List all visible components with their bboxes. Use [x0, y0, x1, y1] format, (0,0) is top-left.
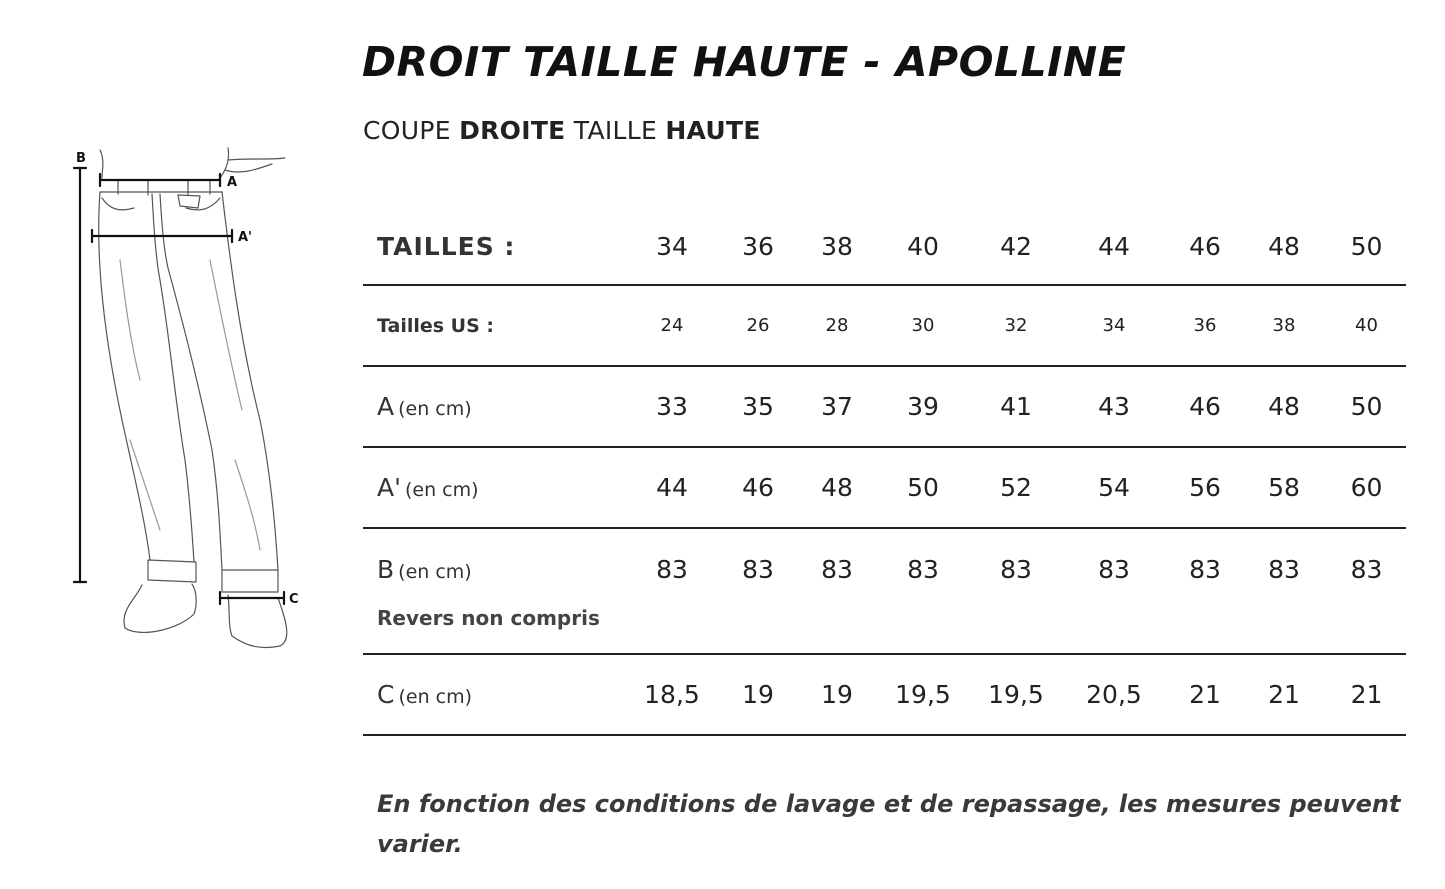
table-cell: 44	[1059, 208, 1169, 285]
table-cell: 20,5	[1059, 654, 1169, 735]
table-cell: 32	[973, 285, 1059, 366]
jeans-measurement-diagram	[60, 140, 320, 680]
table-cell: 39	[873, 366, 973, 447]
row-label-unit: (en cm)	[398, 398, 472, 420]
table-cell: 21	[1169, 654, 1241, 735]
row-label-note: Revers non compris	[377, 606, 600, 630]
table-cell: 48	[801, 447, 873, 528]
table-cell: 21	[1327, 654, 1406, 735]
row-label-unit: (en cm)	[404, 479, 479, 501]
table-cell: 38	[801, 208, 873, 285]
size-table	[363, 208, 1406, 736]
table-row-b	[363, 528, 1406, 654]
table-cell: 35	[715, 366, 801, 447]
table-cell: 21	[1241, 654, 1327, 735]
table-cell: 19	[715, 654, 801, 735]
row-label: TAILLES :	[363, 208, 629, 285]
page-title: DROIT TAILLE HAUTE - APOLLINE	[362, 38, 1127, 86]
table-cell: 48	[1241, 208, 1327, 285]
table-cell: 41	[973, 366, 1059, 447]
table-cell: 83	[1241, 528, 1327, 654]
subtitle-part: DROITE	[459, 116, 566, 145]
table-cell: 26	[715, 285, 801, 366]
table-cell: 33	[629, 366, 715, 447]
table-cell: 83	[715, 528, 801, 654]
table-cell: 83	[873, 528, 973, 654]
table-cell: 19	[801, 654, 873, 735]
table-cell: 50	[1327, 208, 1406, 285]
marker-c: C	[289, 592, 299, 607]
subtitle-part: TAILLE	[565, 116, 666, 145]
table-cell: 40	[873, 208, 973, 285]
subtitle-part: COUPE	[363, 116, 460, 145]
table-cell: 52	[973, 447, 1059, 528]
table-cell: 83	[801, 528, 873, 654]
table-cell: 34	[1059, 285, 1169, 366]
row-label: Tailles US :	[363, 285, 629, 366]
row-label	[363, 447, 629, 528]
row-label-unit: (en cm)	[398, 686, 473, 708]
table-row-c	[363, 654, 1406, 735]
row-label-unit: (en cm)	[398, 561, 472, 583]
row-label	[363, 528, 629, 654]
table-cell: 42	[973, 208, 1059, 285]
table-cell: 24	[629, 285, 715, 366]
table-cell: 38	[1241, 285, 1327, 366]
marker-b: B	[76, 151, 86, 166]
table-row-a	[363, 366, 1406, 447]
table-cell: 28	[801, 285, 873, 366]
table-cell: 83	[973, 528, 1059, 654]
table-cell: 83	[629, 528, 715, 654]
table-cell: 36	[1169, 285, 1241, 366]
marker-a: A	[227, 175, 238, 190]
table-cell: 44	[629, 447, 715, 528]
table-cell: 36	[715, 208, 801, 285]
table-cell: 18,5	[629, 654, 715, 735]
row-label	[363, 366, 629, 447]
table-cell: 50	[873, 447, 973, 528]
table-cell: 83	[1327, 528, 1406, 654]
row-label-letter: A	[377, 392, 395, 421]
subtitle	[363, 116, 761, 145]
table-cell: 34	[629, 208, 715, 285]
row-label-letter: A'	[377, 473, 401, 502]
table-row-sizes	[363, 208, 1406, 285]
table-cell: 54	[1059, 447, 1169, 528]
row-label	[363, 654, 629, 735]
table-cell: 50	[1327, 366, 1406, 447]
table-cell: 30	[873, 285, 973, 366]
table-row-us-sizes	[363, 285, 1406, 366]
table-cell: 43	[1059, 366, 1169, 447]
table-cell: 58	[1241, 447, 1327, 528]
table-cell: 46	[1169, 208, 1241, 285]
table-cell: 48	[1241, 366, 1327, 447]
table-cell: 46	[715, 447, 801, 528]
subtitle-part: HAUTE	[665, 116, 761, 145]
table-cell: 46	[1169, 366, 1241, 447]
table-cell: 83	[1169, 528, 1241, 654]
table-cell: 40	[1327, 285, 1406, 366]
table-cell: 19,5	[873, 654, 973, 735]
table-cell: 60	[1327, 447, 1406, 528]
table-cell: 83	[1059, 528, 1169, 654]
table-cell: 19,5	[973, 654, 1059, 735]
row-label-letter: C	[377, 680, 395, 709]
washing-footnote: En fonction des conditions de lavage et de repassage, les mesures peuvent varier.	[377, 790, 1401, 858]
row-label-letter: B	[377, 555, 395, 584]
table-cell: 37	[801, 366, 873, 447]
table-cell: 56	[1169, 447, 1241, 528]
marker-a-prime: A'	[238, 230, 253, 245]
table-row-a-prime	[363, 447, 1406, 528]
